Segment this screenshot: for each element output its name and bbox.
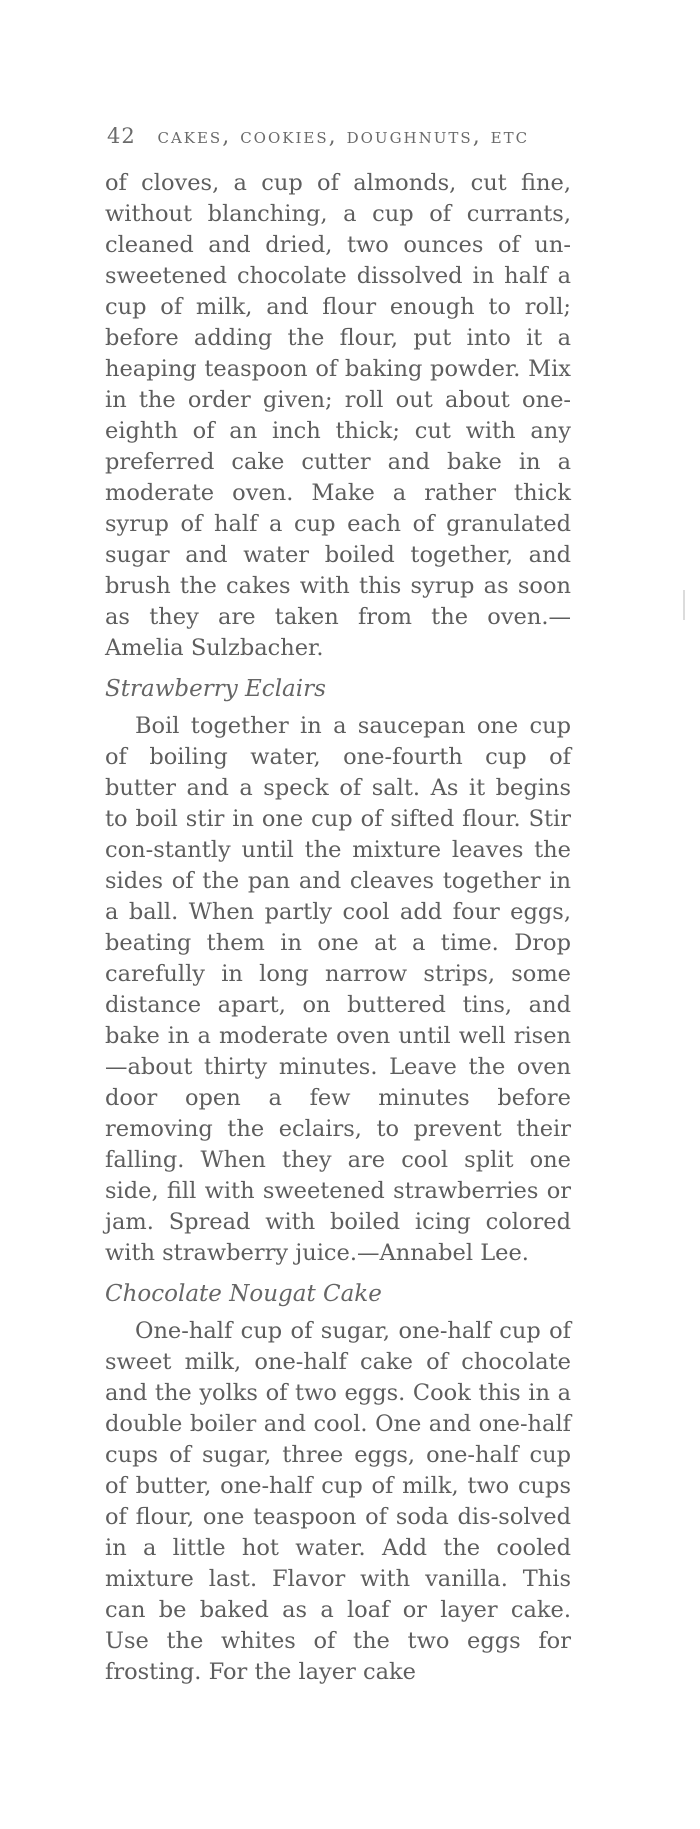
recipe-title: Chocolate Nougat Cake [105,1281,382,1307]
recipe-chocolate-nougat-cake [105,1279,571,1688]
running-title: cakes, cookies, doughnuts, etc [157,124,530,149]
recipe-title: Strawberry Eclairs [105,676,326,702]
page-number: 42 [107,124,136,148]
scan-artifact [683,590,685,620]
intro-paragraph: of cloves, a cup of almonds, cut fine, without blanching, a cup of currants, cleaned and dried, two ounces of un-sweetened chocolate dissolved in half a cup of milk, and flour enough to roll; before adding the flour, put into it a heaping teaspoon of baking powder. Mix in the order given; roll out about one-eighth of an inch thick; cut with any preferred cake cutter and bake in a moderate oven. Make a rather thick syrup of half a cup each of granulated sugar and water boiled together, and brush the cakes with this syrup as soon as they are taken from the oven.—Amelia Sulzbacher. [105,170,571,661]
recipe-body: Boil together in a saucepan one cup of boiling water, one-fourth cup of butter and a speck of salt. As it begins to boil stir in one cup of sifted flour. Stir con-stantly until the mixture leaves the sides of the pan and cleaves together in a ball. When partly cool add four eggs, beating them in one at a time. Drop carefully in long narrow strips, some distance apart, on buttered tins, and bake in a moderate oven until well risen—about thirty minutes. Leave the oven door open a few minutes before removing the eclairs, to prevent their falling. When they are cool split one side, fill with sweetened strawberries or jam. Spread with boiled icing colored with strawberry juice.—Annabel Lee. [105,713,571,1266]
body-text [105,168,571,1688]
running-head [107,124,567,149]
recipe-body: One-half cup of sugar, one-half cup of sweet milk, one-half cake of chocolate and the yolks of two eggs. Cook this in a double boiler and cool. One and one-half cups of sugar, three eggs, one-half cup of butter, one-half cup of milk, two cups of flour, one teaspoon of soda dis-solved in a little hot water. Add the cooled mixture last. Flavor with vanilla. This can be baked as a loaf or layer cake. Use the whites of the two eggs for frosting. For the layer cake [105,1318,571,1685]
recipe-strawberry-eclairs [105,674,571,1269]
